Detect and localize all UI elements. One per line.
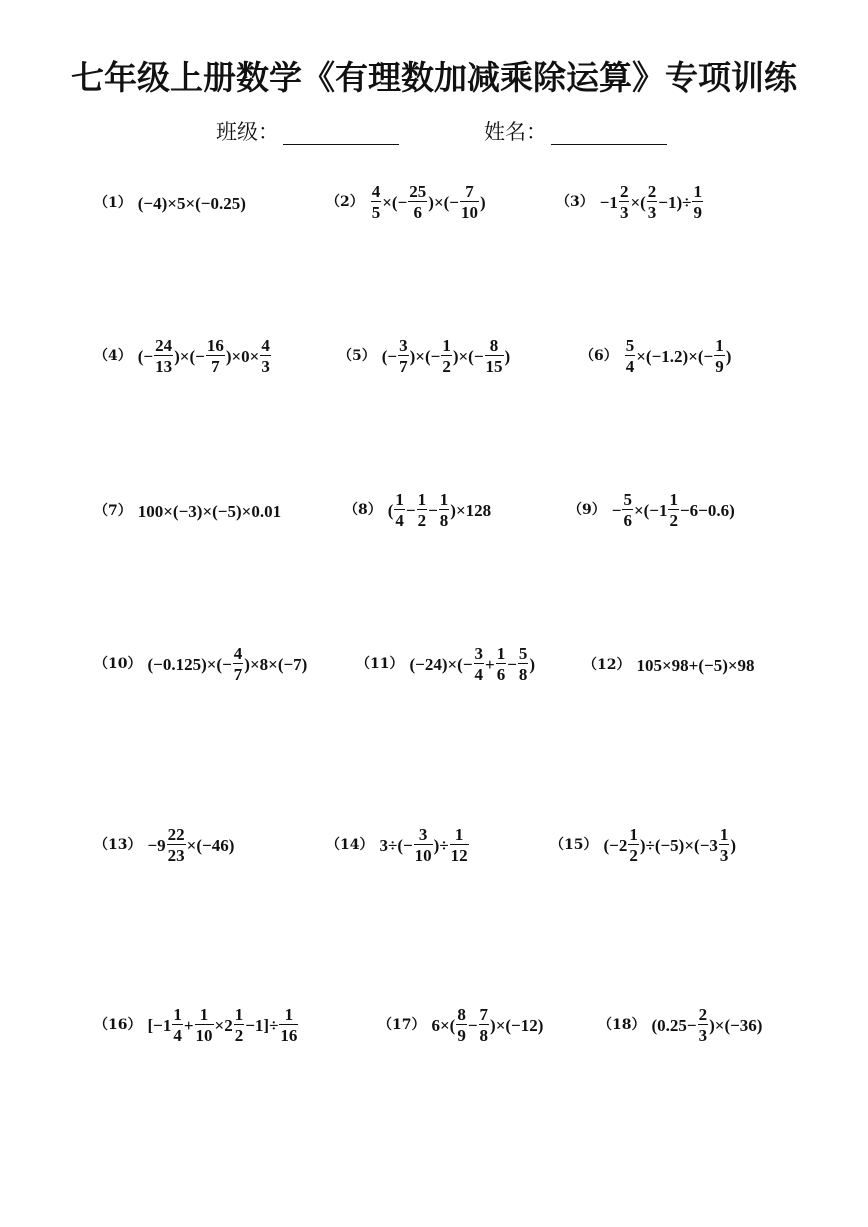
numerator: 8 xyxy=(457,1005,466,1024)
numerator: 1 xyxy=(395,490,404,509)
problem-expression xyxy=(651,1006,762,1044)
name-blank-line[interactable] xyxy=(551,122,667,145)
numerator: 16 xyxy=(206,336,224,355)
denominator: 2 xyxy=(629,846,638,865)
expression-text: )×0× xyxy=(225,346,260,366)
name-label: 姓名： xyxy=(484,120,547,144)
denominator: 10 xyxy=(195,1026,213,1045)
problem-10 xyxy=(94,645,307,683)
problem-expression xyxy=(600,183,704,221)
fraction xyxy=(647,183,658,221)
fraction xyxy=(628,826,639,864)
problem-number: （9） xyxy=(568,502,606,518)
problem-expression xyxy=(431,1006,543,1044)
expression-text: )×(− xyxy=(428,192,459,212)
problem-number: （7） xyxy=(94,503,132,520)
numerator: 2 xyxy=(698,1005,708,1024)
expression-text: (−4)×5×(−0.25) xyxy=(137,194,246,214)
expression-text: + xyxy=(183,1015,194,1035)
problem-number: （13） xyxy=(94,837,142,853)
problem-16 xyxy=(94,1006,299,1044)
problem-number: （6） xyxy=(580,348,618,364)
fraction xyxy=(234,1006,245,1044)
expression-text: ×(−1 xyxy=(633,500,668,520)
expression-text: ×2 xyxy=(214,1015,233,1035)
problem-12 xyxy=(583,655,755,674)
problem-expression xyxy=(624,337,732,375)
numerator: 4 xyxy=(261,336,270,355)
fraction xyxy=(474,645,485,683)
expression-text: −9 xyxy=(147,835,166,855)
problem-expression xyxy=(612,491,735,529)
problem-5 xyxy=(338,337,510,375)
fraction xyxy=(417,491,428,529)
numerator: 8 xyxy=(485,337,504,356)
problem-3 xyxy=(556,183,704,221)
denominator: 5 xyxy=(371,203,381,222)
problem-expression xyxy=(382,337,510,375)
denominator: 3 xyxy=(261,357,270,376)
numerator: 1 xyxy=(417,490,427,509)
denominator: 16 xyxy=(280,1026,298,1045)
denominator: 4 xyxy=(395,511,404,530)
expression-text: ×(− xyxy=(382,192,408,212)
expression-text: ( xyxy=(387,500,394,520)
expression-text: −6−0.6) xyxy=(679,500,735,520)
numerator: 1 xyxy=(693,182,702,201)
expression-text: −1)÷ xyxy=(658,192,692,212)
denominator: 15 xyxy=(485,357,503,376)
denominator: 4 xyxy=(173,1026,182,1045)
fraction xyxy=(692,183,703,221)
expression-text: (−24)×(− xyxy=(409,654,473,674)
fraction xyxy=(172,1006,183,1044)
expression-text: (−2 xyxy=(603,835,628,855)
fraction xyxy=(441,337,452,375)
expression-text: ) xyxy=(529,654,536,674)
expression-text: ) xyxy=(725,346,732,366)
denominator: 13 xyxy=(155,357,173,376)
fraction xyxy=(260,337,271,375)
fraction xyxy=(518,645,529,683)
problem-expression xyxy=(388,491,491,529)
numerator: 1 xyxy=(719,825,729,844)
problem-number: （18） xyxy=(598,1017,646,1033)
expression-text: )÷ xyxy=(433,835,449,855)
expression-text: − xyxy=(507,654,517,674)
problem-expression xyxy=(138,502,281,521)
numerator: 2 xyxy=(647,182,657,201)
fraction xyxy=(195,1006,214,1044)
problem-number: （14） xyxy=(326,837,374,853)
problem-8 xyxy=(344,491,491,529)
expression-text: − xyxy=(611,500,622,520)
fraction xyxy=(698,1006,709,1044)
fraction xyxy=(496,645,507,683)
denominator: 4 xyxy=(474,665,484,684)
numerator: 25 xyxy=(409,182,427,201)
denominator: 8 xyxy=(439,511,449,530)
problem-number: （8） xyxy=(344,502,382,518)
expression-text: ×( xyxy=(630,192,646,212)
numerator: 1 xyxy=(195,1006,214,1025)
problem-6 xyxy=(580,337,731,375)
expression-text: + xyxy=(485,654,495,674)
numerator: 5 xyxy=(625,336,635,355)
problem-4 xyxy=(94,337,272,375)
problem-number: （16） xyxy=(94,1017,142,1033)
expression-text: )÷(−5)×(−3 xyxy=(639,835,718,855)
problem-number: （3） xyxy=(556,194,594,210)
numerator: 1 xyxy=(279,1006,298,1025)
numerator: 1 xyxy=(234,1005,244,1024)
problem-expression xyxy=(147,1006,299,1044)
problem-number: （12） xyxy=(583,657,631,674)
problem-expression xyxy=(636,656,754,675)
denominator: 6 xyxy=(496,665,506,684)
expression-text: )×128 xyxy=(450,500,492,520)
expression-text: ×(−46) xyxy=(186,835,235,855)
problem-1 xyxy=(94,193,246,212)
numerator: 3 xyxy=(474,644,484,663)
denominator: 9 xyxy=(715,357,724,376)
problem-number: （1） xyxy=(94,195,132,212)
denominator: 23 xyxy=(167,846,185,865)
fraction xyxy=(719,826,730,864)
denominator: 2 xyxy=(417,511,427,530)
expression-text: )×(− xyxy=(174,346,205,366)
problem-7 xyxy=(94,501,281,520)
expression-text: ) xyxy=(504,346,511,366)
problem-number: （5） xyxy=(338,348,376,364)
expression-text: 3÷(− xyxy=(379,835,413,855)
problem-2 xyxy=(326,183,486,221)
fraction xyxy=(485,337,504,375)
numerator: 7 xyxy=(460,183,479,202)
problem-number: （4） xyxy=(94,348,132,364)
expression-text: )×(− xyxy=(409,346,441,366)
problem-number: （2） xyxy=(326,194,364,210)
denominator: 4 xyxy=(625,357,635,376)
expression-text: 6×( xyxy=(431,1015,456,1035)
problem-17 xyxy=(378,1006,543,1044)
fraction xyxy=(625,337,636,375)
problem-18 xyxy=(598,1006,762,1044)
denominator: 3 xyxy=(698,1026,708,1045)
fraction xyxy=(668,491,679,529)
expression-text: − xyxy=(467,1015,478,1035)
denominator: 3 xyxy=(719,846,729,865)
expression-text: 100×(−3)×(−5)×0.01 xyxy=(137,502,282,522)
numerator: 1 xyxy=(669,490,678,509)
fraction xyxy=(394,491,405,529)
numerator: 2 xyxy=(619,182,629,201)
denominator: 3 xyxy=(647,203,657,222)
numerator: 22 xyxy=(167,825,185,844)
denominator: 6 xyxy=(413,203,423,222)
fraction xyxy=(456,1006,467,1044)
expression-text: )×(−36) xyxy=(709,1015,763,1035)
denominator: 8 xyxy=(518,665,528,684)
fraction xyxy=(154,337,173,375)
numerator: 1 xyxy=(450,826,469,845)
fraction xyxy=(398,337,409,375)
problem-expression xyxy=(603,826,736,864)
problem-number: （11） xyxy=(356,656,404,672)
numerator: 1 xyxy=(439,490,449,509)
problem-expression xyxy=(138,194,246,213)
numerator: 4 xyxy=(233,644,243,663)
expression-text: (− xyxy=(137,346,154,366)
denominator: 8 xyxy=(479,1026,489,1045)
expression-text: ) xyxy=(730,835,737,855)
numerator: 5 xyxy=(623,490,632,509)
expression-text: 105×98+(−5)×98 xyxy=(636,656,755,676)
problem-14 xyxy=(326,826,470,864)
denominator: 6 xyxy=(623,511,632,530)
denominator: 3 xyxy=(619,203,629,222)
fraction xyxy=(167,826,186,864)
fraction xyxy=(408,183,427,221)
expression-text: ×(−1.2)×(− xyxy=(636,346,714,366)
denominator: 7 xyxy=(233,665,243,684)
problem-expression xyxy=(147,826,234,864)
fraction xyxy=(622,491,633,529)
fraction xyxy=(619,183,630,221)
fraction xyxy=(233,645,244,683)
expression-text: (−0.125)×(− xyxy=(147,654,232,674)
numerator: 1 xyxy=(715,336,724,355)
denominator: 7 xyxy=(399,357,408,376)
fraction xyxy=(439,491,450,529)
problem-expression xyxy=(409,645,535,683)
fraction xyxy=(279,1006,298,1044)
fraction xyxy=(479,1006,490,1044)
numerator: 24 xyxy=(155,336,173,355)
numerator: 1 xyxy=(496,644,506,663)
denominator: 2 xyxy=(669,511,678,530)
expression-text: [−1 xyxy=(147,1015,172,1035)
problem-number: （17） xyxy=(378,1017,426,1033)
expression-text: )×8×(−7) xyxy=(244,654,308,674)
denominator: 7 xyxy=(211,357,220,376)
numerator: 1 xyxy=(442,336,451,355)
expression-text: (− xyxy=(381,346,398,366)
problem-13 xyxy=(94,826,234,864)
denominator: 9 xyxy=(693,203,702,222)
name-field[interactable] xyxy=(484,116,667,146)
problem-expression xyxy=(138,337,272,375)
numerator: 1 xyxy=(629,825,638,844)
fraction xyxy=(206,337,225,375)
problem-number: （15） xyxy=(550,837,598,853)
expression-text: − xyxy=(428,500,438,520)
numerator: 3 xyxy=(414,826,433,845)
fraction xyxy=(714,337,725,375)
expression-text: ) xyxy=(480,192,486,212)
denominator: 10 xyxy=(414,846,432,865)
problem-expression xyxy=(147,645,307,683)
fraction xyxy=(460,183,479,221)
numerator: 1 xyxy=(173,1005,182,1024)
expression-text: −1]÷ xyxy=(245,1015,279,1035)
numerator: 3 xyxy=(399,336,408,355)
numerator: 7 xyxy=(479,1005,489,1024)
denominator: 2 xyxy=(234,1026,244,1045)
problem-number: （10） xyxy=(94,656,142,672)
fraction xyxy=(450,826,469,864)
fraction xyxy=(371,183,382,221)
denominator: 9 xyxy=(457,1026,466,1045)
numerator: 5 xyxy=(518,644,528,663)
class-label: 班级： xyxy=(216,120,279,144)
expression-text: − xyxy=(405,500,416,520)
page-title: 七年级上册数学《有理数加减乘除运算》专项训练 xyxy=(71,58,797,97)
denominator: 10 xyxy=(461,203,478,222)
denominator: 12 xyxy=(450,846,468,865)
numerator: 4 xyxy=(371,182,381,201)
denominator: 2 xyxy=(442,357,451,376)
expression-text: )×(−12) xyxy=(490,1015,544,1035)
class-field[interactable] xyxy=(216,116,399,146)
problem-expression xyxy=(370,183,486,221)
problem-11 xyxy=(356,645,535,683)
fraction xyxy=(414,826,433,864)
problem-9 xyxy=(568,491,735,529)
problem-15 xyxy=(550,826,736,864)
problem-expression xyxy=(379,826,469,864)
expression-text: −1 xyxy=(599,192,618,212)
expression-text: )×(− xyxy=(452,346,484,366)
expression-text: (0.25− xyxy=(651,1015,697,1035)
class-blank-line[interactable] xyxy=(283,122,399,145)
